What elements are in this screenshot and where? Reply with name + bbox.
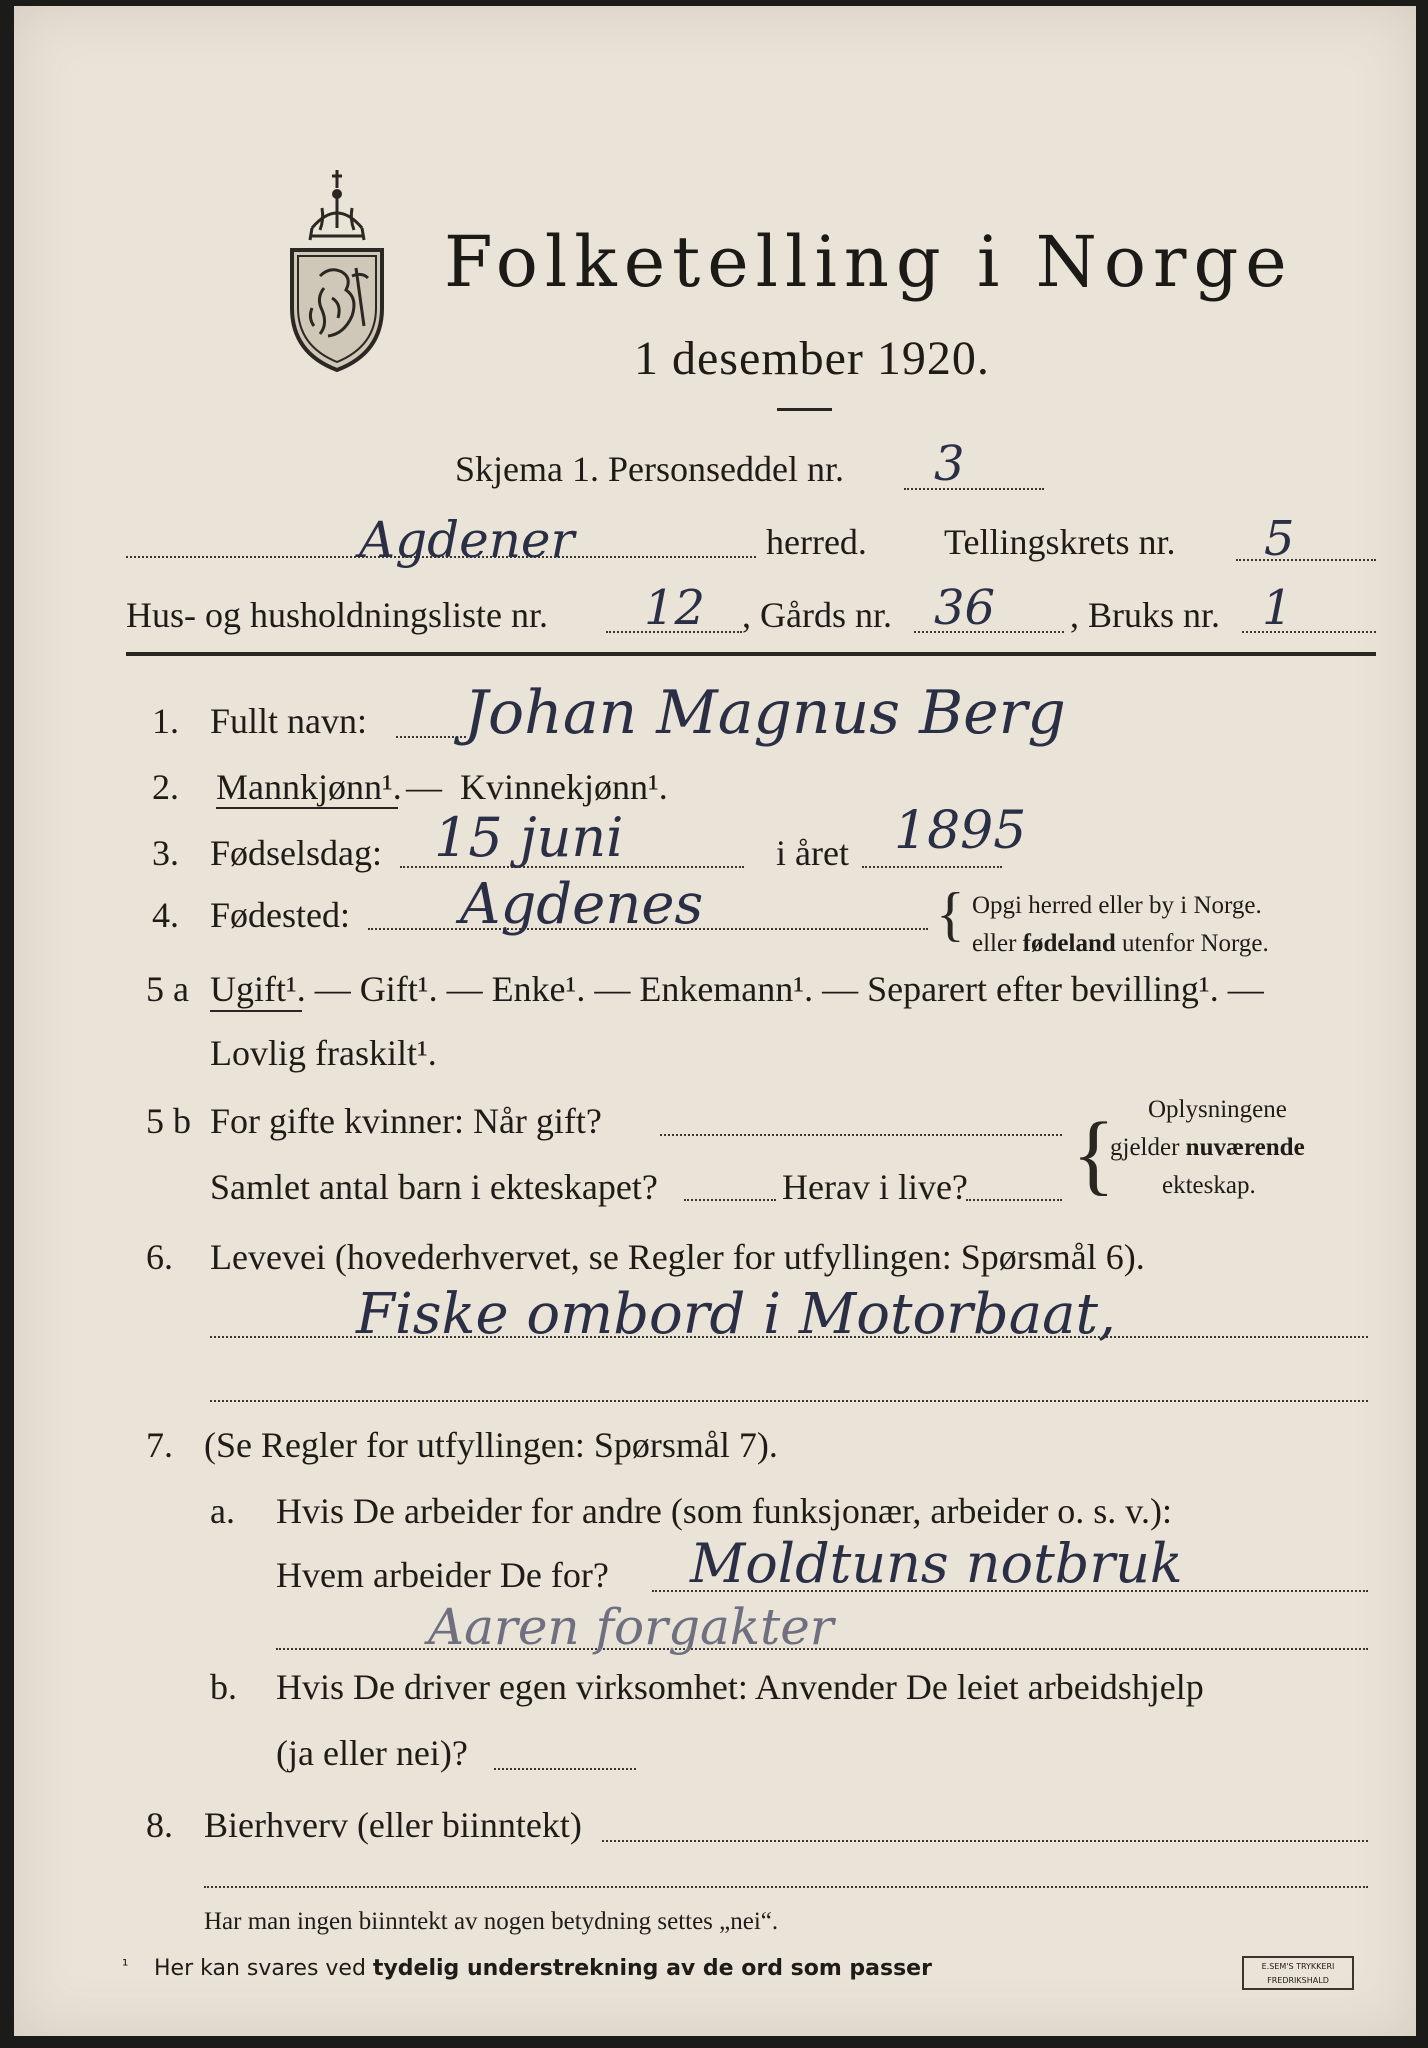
tellingskrets-number: 5 <box>1264 511 1295 567</box>
schema-number: 3 <box>934 436 965 492</box>
q7b-dotline <box>494 1768 636 1770</box>
q5b-number: 5 b <box>146 1101 191 1141</box>
footnote-text: Her kan svares ved tydelig understrekning av de ord som passer <box>154 1956 932 1981</box>
norway-lion-shield-icon <box>272 158 402 378</box>
q4-note-line2: eller fødeland utenfor Norge. <box>972 930 1269 957</box>
q7-number: 7. <box>146 1425 173 1465</box>
q7a-answer-pencil: Aaren forgakter <box>428 1598 834 1656</box>
herred-label: herred. <box>766 522 867 562</box>
q5b-children-label: Samlet antal barn i ekteskapet? <box>210 1167 658 1207</box>
q1-label: Fullt navn: <box>210 701 368 741</box>
title-divider <box>777 408 832 411</box>
hus-label: Hus- og husholdningsliste nr. <box>126 595 549 635</box>
q2-male: Mannkjønn¹. <box>216 767 402 807</box>
q4-note-line1: Opgi herred eller by i Norge. <box>972 892 1262 919</box>
tellingskrets-label: Tellingskrets nr. <box>944 522 1176 562</box>
tellingskrets-dotline <box>1236 559 1376 561</box>
q4-label: Fødested: <box>210 895 350 935</box>
bruks-label: , Bruks nr. <box>1070 595 1221 635</box>
footnote-mark: ¹ <box>122 1956 129 1975</box>
q7-label: (Se Regler for utfyllingen: Spørsmål 7). <box>204 1425 778 1465</box>
herred-value: Agdener <box>359 511 575 569</box>
q7a-letter: a. <box>210 1491 235 1531</box>
q7b-line2: (ja eller nei)? <box>276 1733 468 1773</box>
q3-number: 3. <box>152 833 179 873</box>
q6-label: Levevei (hovederhvervet, se Regler for utfyllingen: Spørsmål 6). <box>210 1237 1145 1277</box>
q3-label: Fødselsdag: <box>210 833 383 873</box>
q8-number: 8. <box>146 1805 173 1845</box>
bruks-number: 1 <box>1262 580 1293 636</box>
q7a-line1: Hvis De arbeider for andre (som funksjonær, arbeider o. s. v.): <box>276 1491 1172 1531</box>
q8-label: Bierhverv (eller biinntekt) <box>204 1805 582 1845</box>
q3-answer-year: 1895 <box>894 801 1027 861</box>
q5b-line1: For gifte kvinner: Når gift? <box>210 1101 602 1141</box>
q7a-line2: Hvem arbeider De for? <box>276 1555 609 1595</box>
q4-note-brace: { <box>936 881 965 947</box>
q2-male-underline <box>216 807 398 809</box>
q4-number: 4. <box>152 895 179 935</box>
q1-number: 1. <box>152 701 179 741</box>
q5b-note-brace: { <box>1072 1105 1116 1204</box>
nei-note: Har man ingen biinntekt av nogen betydning settes „nei“. <box>204 1908 779 1935</box>
q3-year-label: i året <box>776 833 849 873</box>
q7b-letter: b. <box>210 1667 237 1707</box>
q5b-note-line1: Oplysningene <box>1148 1096 1287 1123</box>
q5b-alive-label: Herav i live? <box>782 1167 968 1207</box>
gards-label: , Gårds nr. <box>742 595 892 635</box>
q3-year-dotline <box>862 866 1002 868</box>
q5a-number: 5 a <box>146 969 189 1009</box>
census-date: 1 desember 1920. <box>634 332 990 385</box>
q2-number: 2. <box>152 767 179 807</box>
q6-dotline-2 <box>210 1400 1368 1402</box>
q7a-answer: Moldtuns notbruk <box>690 1532 1183 1595</box>
q1-dotline <box>396 736 466 738</box>
q6-number: 6. <box>146 1237 173 1277</box>
q4-answer: Agdenes <box>460 872 704 937</box>
q8-dotline-2 <box>204 1886 1368 1888</box>
q2-separator: — <box>406 767 442 807</box>
q5a-line1: Ugift¹. — Gift¹. — Enke¹. — Enkemann¹. — Separert efter bevilling¹. — <box>210 969 1264 1009</box>
q5b-children-dotline <box>684 1199 776 1201</box>
gards-number: 36 <box>934 580 996 636</box>
q2-female: Kvinnekjønn¹. <box>460 767 668 807</box>
q6-answer: Fiske ombord i Motorbaat, <box>356 1282 1116 1347</box>
q6-dotline-1 <box>210 1336 1368 1338</box>
census-form-page <box>14 6 1416 2036</box>
q5a-ugift-underline <box>210 1010 302 1012</box>
printer-stamp: E.SEM'S TRYKKERI FREDRIKSHALD <box>1242 1956 1354 1990</box>
q5a-line2: Lovlig fraskilt¹. <box>210 1033 437 1073</box>
hus-number: 12 <box>644 580 706 636</box>
q5b-note-line3: ekteskap. <box>1162 1172 1256 1199</box>
schema-dotline <box>904 488 1044 490</box>
q5b-married-dotline <box>660 1134 1062 1136</box>
q7b-line1: Hvis De driver egen virksomhet: Anvender De leiet arbeidshjelp <box>276 1667 1204 1707</box>
q5b-note-line2: gjelder nuværende <box>1110 1134 1305 1161</box>
q3-answer-day: 15 juni <box>434 806 624 869</box>
schema-label: Skjema 1. Personseddel nr. <box>455 449 844 489</box>
header-rule <box>126 652 1376 656</box>
q5b-alive-dotline <box>966 1199 1062 1201</box>
q1-answer: Johan Magnus Berg <box>464 678 1066 748</box>
form-title: Folketelling i Norge <box>444 221 1294 303</box>
q8-dotline-1 <box>602 1840 1368 1842</box>
